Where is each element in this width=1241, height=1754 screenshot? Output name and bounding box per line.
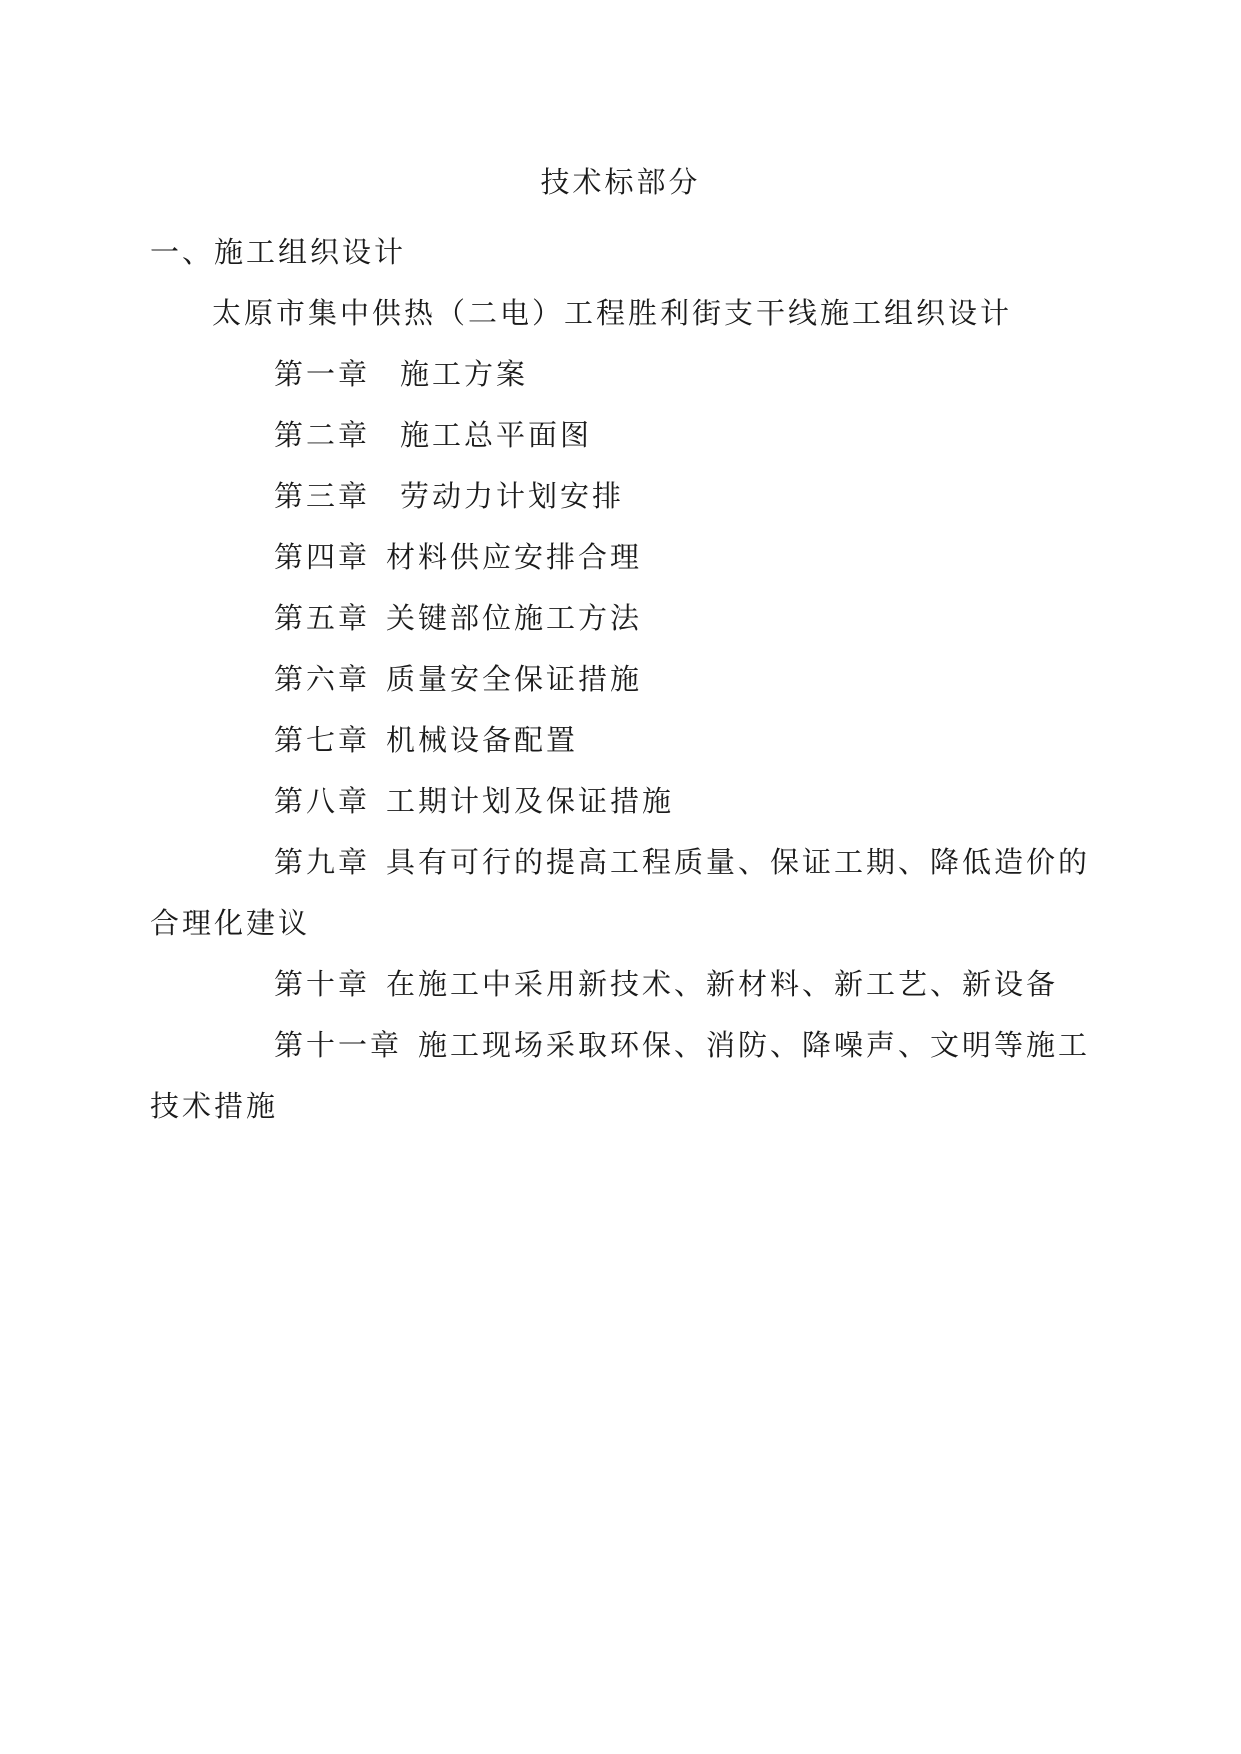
chapter-item-11 [150, 1015, 1100, 1137]
chapter-list [150, 344, 1100, 1137]
chapter-title: 施工方案 [400, 357, 529, 391]
chapter-item-9 [150, 832, 1100, 954]
chapter-number: 第十一章 [274, 1028, 403, 1062]
chapter-item-8 [150, 771, 1100, 832]
chapter-title: 工期计划及保证措施 [386, 784, 675, 818]
chapter-item-3 [150, 466, 1100, 527]
project-subtitle: 太原市集中供热（二电）工程胜利街支干线施工组织设计 [212, 296, 1013, 330]
chapter-number: 第四章 [274, 540, 371, 574]
chapter-title: 材料供应安排合理 [386, 540, 643, 574]
chapter-number: 第一章 [274, 357, 371, 391]
chapter-title: 关键部位施工方法 [386, 601, 643, 635]
chapter-title: 质量安全保证措施 [386, 662, 643, 696]
chapter-item-7 [150, 710, 1100, 771]
chapter-title: 劳动力计划安排 [400, 479, 625, 513]
chapter-number: 第七章 [274, 723, 371, 757]
chapter-item-4 [150, 527, 1100, 588]
chapter-title: 施工现场采取环保、消防、降噪声、文明等施工技术措施 [150, 1028, 1091, 1123]
chapter-title: 在施工中采用新技术、新材料、新工艺、新设备 [386, 967, 1059, 1001]
chapter-number: 第十章 [274, 967, 371, 1001]
chapter-title: 具有可行的提高工程质量、保证工期、降低造价的合理化建议 [150, 845, 1091, 940]
chapter-item-2 [150, 405, 1100, 466]
chapter-number: 第六章 [274, 662, 371, 696]
chapter-title: 施工总平面图 [400, 418, 593, 452]
document-body [150, 222, 1100, 1137]
chapter-number: 第八章 [274, 784, 371, 818]
chapter-number: 第三章 [274, 479, 371, 513]
section-heading: 一、施工组织设计 [150, 235, 407, 269]
chapter-item-6 [150, 649, 1100, 710]
chapter-item-10 [150, 954, 1100, 1015]
chapter-item-1 [150, 344, 1100, 405]
chapter-number: 第五章 [274, 601, 371, 635]
chapter-item-5 [150, 588, 1100, 649]
chapter-number: 第九章 [274, 845, 371, 879]
chapter-title: 机械设备配置 [386, 723, 579, 757]
document-title: 技术标部分 [540, 165, 701, 199]
chapter-number: 第二章 [274, 418, 371, 452]
